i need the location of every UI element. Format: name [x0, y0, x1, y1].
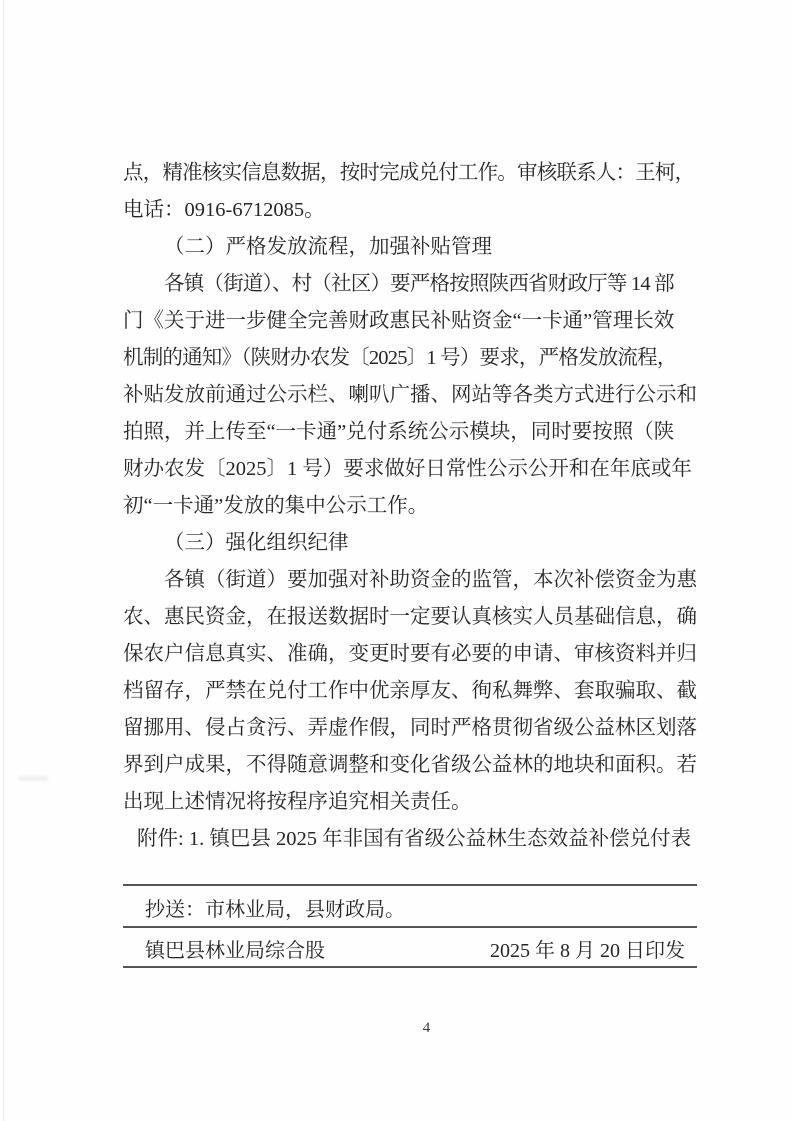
- document-body: [123, 155, 698, 858]
- body-line: 各镇（街道）要加强对补助资金的监管，本次补偿资金为惠: [164, 569, 697, 591]
- body-line: 各镇（街道）、村（社区）要严格按照陕西省财政厅等 14 部: [164, 273, 674, 295]
- body-line: 机制的通知》（陕财办农发〔2025〕1 号）要求，严格发放流程，: [123, 347, 677, 369]
- footer-rule-top: [123, 884, 697, 886]
- scan-edge-artifact: [3, 0, 4, 1121]
- body-line: 保农户信息真实、准确，变更时要有必要的申请、审核资料并归: [123, 643, 697, 665]
- print-date: 2025 年 8 月 20 日印发: [490, 940, 685, 962]
- cc-line: 抄送：市林业局，县财政局。: [145, 899, 405, 921]
- issuer-office: 镇巴县林业局综合股: [145, 940, 325, 962]
- body-line: 档留存，严禁在兑付工作中优亲厚友、徇私舞弊、套取骗取、截: [123, 680, 697, 702]
- body-line: 门《关于进一步健全完善财政惠民补贴资金“一卡通”管理长效: [123, 310, 675, 332]
- issue-row: [145, 936, 685, 966]
- body-line: 电话：0916-6712085。: [123, 199, 325, 221]
- body-line: 初“一卡通”发放的集中公示工作。: [123, 495, 429, 517]
- body-line: 拍照，并上传至“一卡通”兑付系统公示模块，同时要按照（陕: [123, 421, 675, 443]
- page-number: 4: [422, 1020, 431, 1036]
- body-line: 补贴发放前通过公示栏、喇叭广播、网站等各类方式进行公示和: [123, 384, 697, 406]
- scan-smudge-artifact: [18, 776, 48, 781]
- body-line: 财办农发〔2025〕1 号）要求做好日常性公示公开和在年底或年: [123, 458, 692, 480]
- body-line: 农、惠民资金，在报送数据时一定要认真核实人员基础信息，确: [123, 606, 697, 628]
- attachment-line: 附件: 1. 镇巴县 2025 年非国有省级公益林生态效益补偿兑付表: [137, 828, 692, 850]
- body-line: 界到户成果，不得随意调整和变化省级公益林的地块和面积。若: [123, 754, 697, 776]
- section-heading: （二）严格发放流程，加强补贴管理: [164, 236, 492, 258]
- body-line: 出现上述情况将按程序追究相关责任。: [123, 791, 472, 813]
- section-heading: （三）强化组织纪律: [164, 532, 349, 554]
- footer-rule-middle: [123, 926, 697, 928]
- body-line: 留挪用、侵占贪污、弄虚作假，同时严格贯彻省级公益林区划落: [123, 717, 697, 739]
- body-line: 点，精准核实信息数据，按时完成兑付工作。审核联系人：王柯，: [123, 162, 695, 184]
- footer-rule-bottom: [123, 966, 697, 968]
